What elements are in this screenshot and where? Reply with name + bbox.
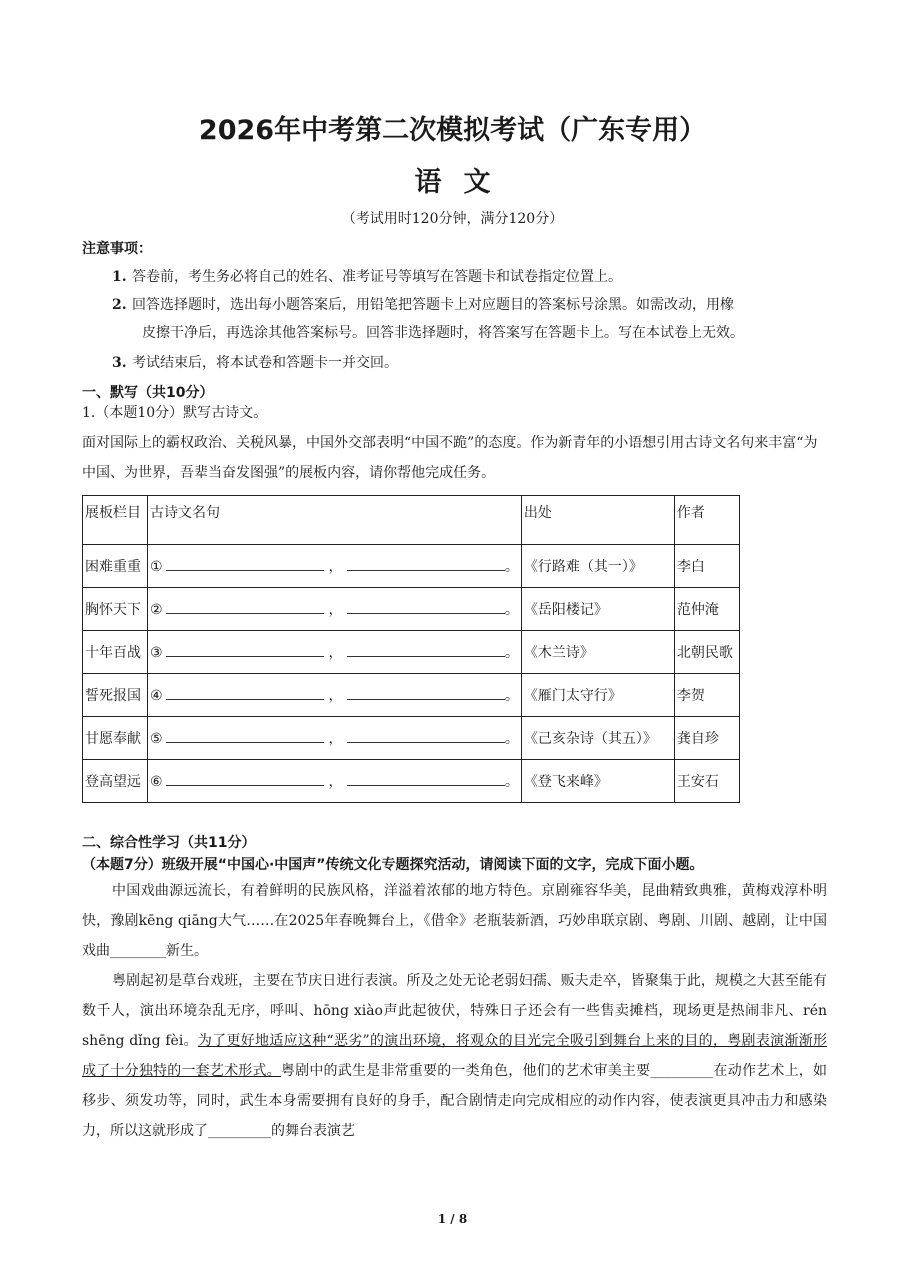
table-row [83,631,740,674]
item-mark: ① [150,559,163,575]
exam-title: 2026年中考第二次模拟考试（广东专用） [198,115,707,146]
header-topic: 展板栏目 [83,496,148,545]
row-author: 范仲淹 [674,588,739,631]
answer-blank[interactable] [166,556,324,571]
punct: 。 [504,774,519,790]
notice-text-cont: 皮擦干净后，再选涂其他答案标号。回答非选择题时，将答案写在答题卡上。写在本试卷上无效。 [142,325,744,341]
row-lines [148,674,522,717]
notice-num: 2. [112,297,127,313]
row-source: 《雁门太守行》 [521,674,674,717]
punct: 。 [504,602,519,618]
row-lines [148,631,522,674]
row-lines [148,545,522,588]
answer-blank[interactable] [347,642,505,657]
answer-blank[interactable] [166,642,324,657]
article-paragraph-2 [82,966,827,1146]
row-source: 《登飞来峰》 [521,760,674,803]
punct: ， [328,645,343,661]
header-source: 出处 [521,496,674,545]
answer-blank[interactable] [166,728,324,743]
table-row [83,674,740,717]
answer-blank[interactable] [166,599,324,614]
punct: ， [328,559,343,575]
item-mark: ③ [150,645,163,661]
row-author: 北朝民歌 [674,631,739,674]
question-2: （本题7分）班级开展“中国心·中国声”传统文化专题探究活动，请阅读下面的文字，完成下面小题。 [82,857,704,873]
notice-num: 1. [112,269,127,285]
exam-meta: （考试用时120分钟，满分120分） [341,211,564,227]
section-1-heading: 一、默写（共10分） [82,385,214,401]
table-row [83,588,740,631]
notice-num: 3. [112,355,127,371]
row-topic: 胸怀天下 [83,588,148,631]
row-topic: 困难重重 [83,545,148,588]
item-mark: ⑥ [150,774,163,790]
subject-title: 语文 [414,167,513,198]
question-1: 1.（本题10分）默写古诗文。 [82,405,268,421]
row-topic: 十年百战 [83,631,148,674]
punct: ， [328,774,343,790]
underlined-sentence: 为了更好地适应这种“恶劣”的演出环境，将观众的目光完全吸引到舞台上来的目的，粤剧表演渐渐形成了十分独特的一套艺术形式。 [82,1033,827,1079]
row-topic: 甘愿奉献 [83,717,148,760]
punct: ， [328,602,343,618]
para2-text: 粤剧起初是草台戏班，主要在节庆日进行表演。所及之处无论老弱妇孺、贩夫走卒，皆聚集于此，规模之大甚至能有数千人，演出环境杂乱无序，呼叫、hōng xiào声此起彼伏，特殊日子还会有一些售卖摊档，现场更是热闹非凡、rén shēng dǐng fèi。 [82,973,827,1049]
punct: 。 [504,559,519,575]
section-2-heading: 二、综合性学习（共11分） [82,835,256,851]
row-author: 李白 [674,545,739,588]
article-body [82,876,827,1146]
header-lines: 古诗文名句 [148,496,522,545]
table-row [83,717,740,760]
question-1-intro: 面对国际上的霸权政治、关税风暴，中国外交部表明“中国不跪”的态度。作为新青年的小语想引用古诗文名句来丰富“为中国、为世界，吾辈当奋发图强”的展板内容，请你帮他完成任务。 [82,435,818,481]
row-author: 李贺 [674,674,739,717]
row-lines [148,760,522,803]
row-author: 王安石 [674,760,739,803]
answer-blank[interactable] [347,599,505,614]
notice-item-1 [112,263,832,291]
notice-text: 考试结束后，将本试卷和答题卡一并交回。 [132,355,398,371]
item-mark: ⑤ [150,731,163,747]
row-topic: 誓死报国 [83,674,148,717]
punct: 。 [504,645,519,661]
row-source: 《行路难（其一）》 [521,545,674,588]
answer-blank[interactable] [347,771,505,786]
notice-text: 答卷前，考生务必将自己的姓名、准考证号等填写在答题卡和试卷指定位置上。 [132,269,622,285]
notice-heading: 注意事项： [82,241,152,257]
answer-blank[interactable] [347,556,505,571]
row-source: 《岳阳楼记》 [521,588,674,631]
row-lines [148,717,522,760]
article-paragraph-1: 中国戏曲源远流长，有着鲜明的民族风格，洋溢着浓郁的地方特色。京剧雍容华美，昆曲精致典雅，黄梅戏淳朴明快，豫剧kēng qiāng大气……在2025年春晚舞台上，《借伞》老瓶装新酒，巧妙串联京剧、粤剧、川剧、越剧，让中国戏曲________新生。 [82,883,827,959]
notice-text: 回答选择题时，选出每小题答案后，用铅笔把答题卡上对应题目的答案标号涂黑。如需改动，用橡 [132,297,734,313]
poem-table [82,495,740,803]
page-number: 1 / 8 [437,1212,468,1226]
row-lines [148,588,522,631]
table-row [83,545,740,588]
answer-blank[interactable] [347,685,505,700]
row-source: 《木兰诗》 [521,631,674,674]
answer-blank[interactable] [347,728,505,743]
para2-text-cont: 粤剧中的武生是非常重要的一类角色，他们的艺术审美主要_________在动作艺术上，如移步、须发功等，同时，武生本身需要拥有良好的身手，配合剧情走向完成相应的动作内容，使表演更具冲击力和感染力，所以这就形成了_________的舞台表演艺 [82,1063,828,1139]
row-topic: 登高望远 [83,760,148,803]
item-mark: ② [150,602,163,618]
table-row [83,760,740,803]
punct: ， [328,731,343,747]
row-source: 《己亥杂诗（其五）》 [521,717,674,760]
notice-item-2 [112,291,832,347]
header-author: 作者 [674,496,739,545]
punct: 。 [504,688,519,704]
notice-item-3 [112,349,832,377]
item-mark: ④ [150,688,163,704]
row-author: 龚自珍 [674,717,739,760]
punct: 。 [504,731,519,747]
answer-blank[interactable] [166,685,324,700]
answer-blank[interactable] [166,771,324,786]
table-header-row [83,496,740,545]
punct: ， [328,688,343,704]
